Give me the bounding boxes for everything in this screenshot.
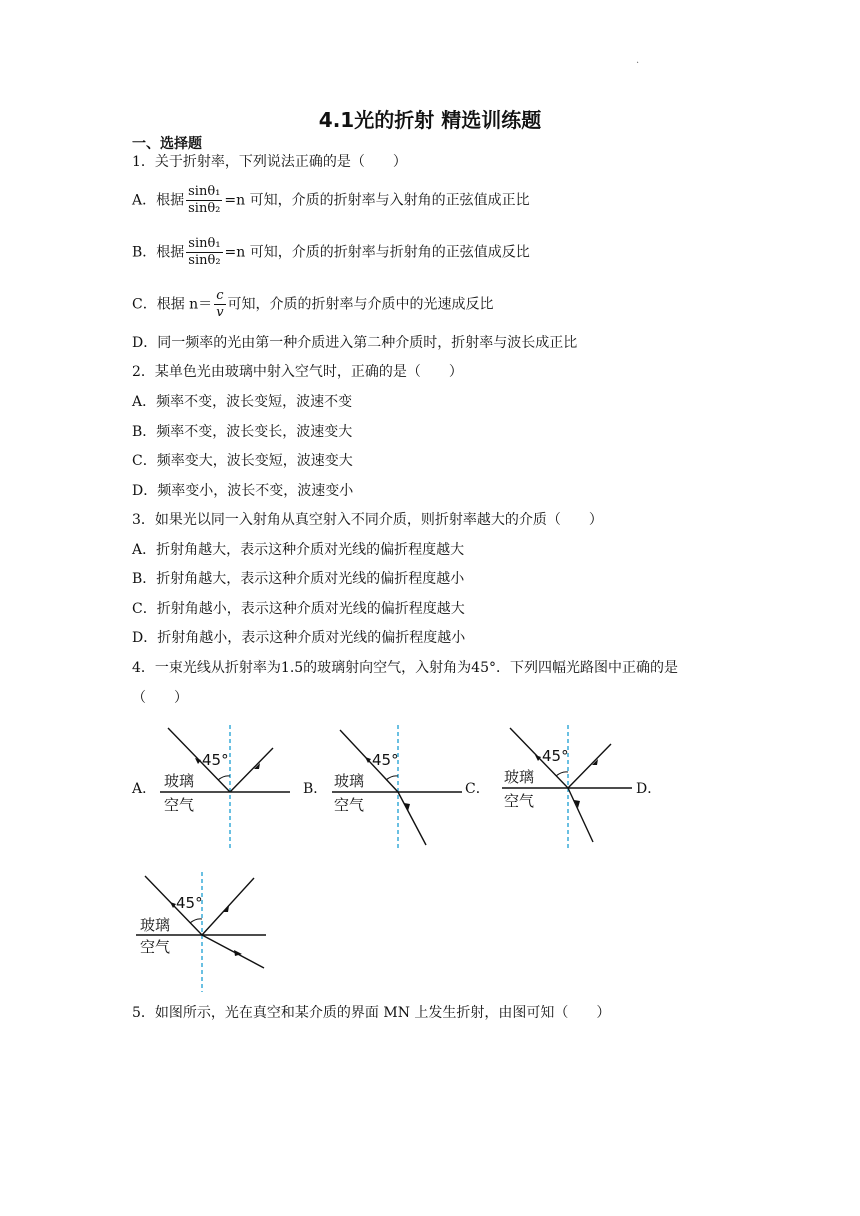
angle-label: 45°: [202, 751, 229, 769]
air-label: 空气: [504, 792, 535, 810]
q4-letter-c: C．: [465, 781, 490, 797]
angle-label: 45°: [372, 751, 399, 769]
q1-c-suffix: 可知，介质的折射率与介质中的光速成反比: [227, 296, 494, 313]
q3-stem: 3．如果光以同一入射角从真空射入不同介质，则折射率越大的介质（ ）: [132, 512, 603, 528]
q1-a-suffix: =n 可知，介质的折射率与入射角的正弦值成正比: [224, 192, 530, 209]
glass-label: 玻璃: [504, 768, 535, 786]
q4-stem-paren: （ ）: [132, 690, 188, 706]
q3-option-c: C．折射角越小，表示这种介质对光线的偏折程度越大: [132, 601, 465, 617]
q4-letter-d: D．: [636, 781, 662, 797]
q1-option-a: [132, 184, 530, 217]
q1-option-d: D．同一频率的光由第一种介质进入第二种介质时，折射率与波长成正比: [132, 335, 578, 351]
angle-arc: [556, 772, 568, 776]
fraction-numerator: sinθ₁: [188, 184, 221, 199]
fraction-denominator: sinθ₂: [188, 253, 221, 268]
diagram-a: [150, 720, 300, 855]
refracted-ray: [202, 935, 264, 968]
diagram-c: [490, 720, 640, 855]
sine-ratio-fraction: [186, 236, 222, 269]
angle-arc: [190, 919, 202, 923]
refracted-ray: [398, 792, 426, 845]
angle-arc: [218, 776, 230, 780]
fraction-numerator: sinθ₁: [188, 236, 221, 251]
glass-label: 玻璃: [164, 772, 195, 790]
q2-stem: 2．某单色光由玻璃中射入空气时，正确的是（ ）: [132, 364, 463, 380]
fraction-denominator: sinθ₂: [188, 201, 221, 216]
glass-label: 玻璃: [140, 916, 171, 934]
reflected-ray: [230, 748, 273, 792]
q1-b-suffix: =n 可知，介质的折射率与折射角的正弦值成反比: [224, 244, 530, 261]
q5-stem: 5．如图所示，光在真空和某介质的界面 MN 上发生折射，由图可知（ ）: [132, 1005, 611, 1021]
air-label: 空气: [164, 796, 195, 814]
q2-option-b: B．频率不变，波长变长，波速变大: [132, 424, 353, 440]
q1-c-prefix: C．根据 n＝: [132, 296, 213, 313]
section-heading: 一、选择题: [132, 136, 202, 152]
c-over-v-fraction: [214, 288, 225, 321]
q3-option-b: B．折射角越大，表示这种介质对光线的偏折程度越小: [132, 571, 465, 587]
q1-stem: 1．关于折射率，下列说法正确的是（ ）: [132, 154, 407, 170]
air-label: 空气: [140, 938, 171, 956]
reflected-ray: [202, 878, 254, 935]
angle-label: 45°: [176, 894, 203, 912]
q2-option-a: A．频率不变，波长变短，波速不变: [132, 394, 353, 410]
glass-label: 玻璃: [334, 772, 365, 790]
q2-option-d: D．频率变小，波长不变，波速变小: [132, 483, 354, 499]
q2-option-c: C．频率变大，波长变短，波速变大: [132, 453, 353, 469]
q3-option-a: A．折射角越大，表示这种介质对光线的偏折程度越大: [132, 542, 465, 558]
header-mark: ·: [636, 58, 640, 69]
air-label: 空气: [334, 796, 365, 814]
reflected-ray: [568, 744, 611, 788]
diagram-d: [130, 870, 280, 995]
diagram-b: [320, 720, 470, 855]
page-title: 4.1光的折射 精选训练题: [318, 108, 542, 132]
fraction-numerator: c: [214, 288, 225, 305]
sine-ratio-fraction: [186, 184, 222, 217]
q3-option-d: D．折射角越小，表示这种介质对光线的偏折程度越小: [132, 630, 466, 646]
fraction-denominator: v: [216, 305, 224, 320]
q1-option-b: [132, 236, 530, 269]
angle-arc: [386, 776, 398, 780]
q4-stem: 4．一束光线从折射率为1.5的玻璃射向空气，入射角为45°．下列四幅光路图中正确的是: [132, 660, 678, 676]
q1-a-prefix: A．根据: [132, 192, 185, 209]
q4-letter-b: B．: [303, 781, 328, 797]
q1-b-prefix: B．根据: [132, 244, 185, 261]
angle-label: 45°: [542, 747, 569, 765]
q1-option-c: [132, 288, 494, 321]
refracted-ray: [568, 788, 593, 842]
q4-letter-a: A．: [132, 781, 157, 797]
